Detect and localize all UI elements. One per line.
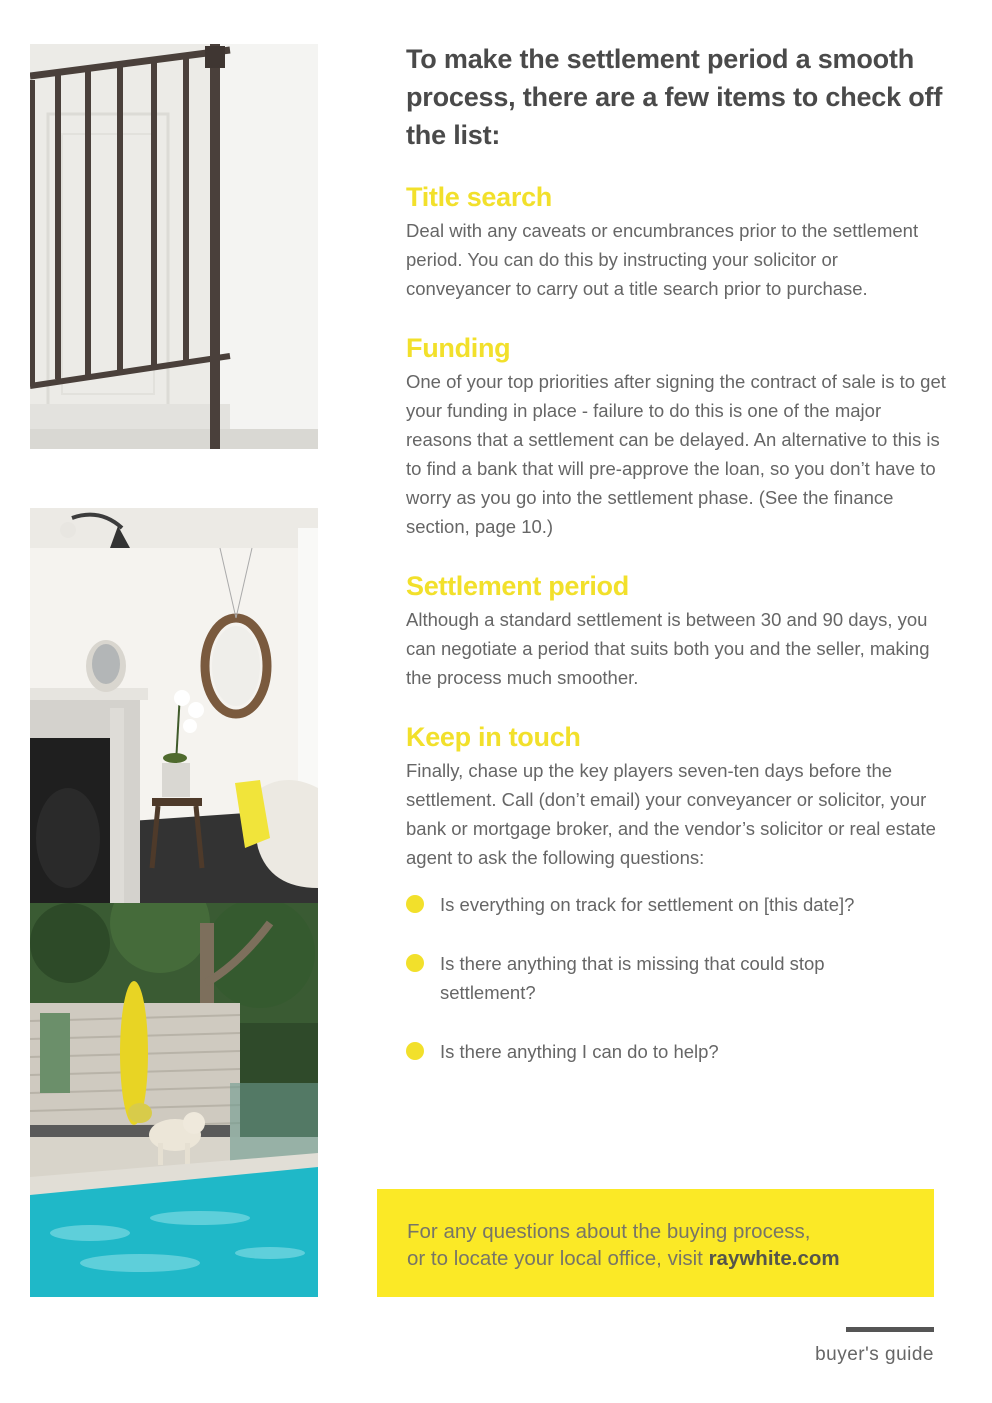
yellow-bullet-icon: [406, 1042, 424, 1060]
section-heading: Keep in touch: [406, 722, 581, 752]
photo-iron-railing: [30, 44, 318, 449]
list-item: [406, 1037, 946, 1066]
cta-line-2: [407, 1245, 934, 1272]
section-heading: Funding: [406, 333, 511, 363]
footer-label: buyer's guide: [815, 1344, 934, 1365]
cta-line-1: For any questions about the buying process,: [407, 1220, 811, 1243]
list-item-text: Is there anything I can do to help?: [440, 1041, 719, 1062]
section-body: Deal with any caveats or encumbrances prior to the settlement period. You can do this by instructing your solicitor or conveyancer to carry out a title search prior to purchase.: [406, 220, 919, 299]
website-link[interactable]: raywhite.com: [708, 1247, 840, 1270]
section-heading: Title search: [406, 182, 552, 212]
questions-list: [406, 890, 946, 1066]
section-title-search: [406, 182, 946, 303]
photo-backyard-pool: [30, 903, 318, 1297]
main-content: [406, 40, 946, 1096]
section-body: One of your top priorities after signing the contract of sale is to get your funding in place - failure to do this is one of the major reasons that a settlement can be delayed. An alternative to this is to find a bank that will pre-approve the loan, so you don’t have to worry as you go into the settlement phase. (See the finance section, page 10.): [406, 371, 946, 537]
list-item-text: Is there anything that is missing that could stop settlement?: [440, 953, 825, 1003]
photo-bathroom-interior: [30, 508, 318, 903]
cta-line-2-text: or to locate your local office, visit: [407, 1247, 703, 1270]
yellow-bullet-icon: [406, 895, 424, 913]
list-item-text: Is everything on track for settlement on [this date]?: [440, 894, 855, 915]
intro-heading: To make the settlement period a smooth process, there are a few items to check off the list:: [406, 44, 943, 150]
footer-divider: [846, 1327, 934, 1332]
section-funding: [406, 333, 946, 541]
section-settlement-period: [406, 571, 946, 692]
list-item: [406, 890, 946, 919]
yellow-bullet-icon: [406, 954, 424, 972]
cta-box: [377, 1189, 934, 1297]
section-heading: Settlement period: [406, 571, 629, 601]
list-item: [406, 949, 946, 1007]
section-body: Although a standard settlement is between 30 and 90 days, you can negotiate a period that suits both you and the seller, making the process much smoother.: [406, 609, 930, 688]
section-body: Finally, chase up the key players seven-ten days before the settlement. Call (don’t email) your conveyancer or solicitor, your bank or mortgage broker, and the vendor’s solicitor or real estate agent to ask the following questions:: [406, 760, 936, 868]
section-keep-in-touch: [406, 722, 946, 872]
